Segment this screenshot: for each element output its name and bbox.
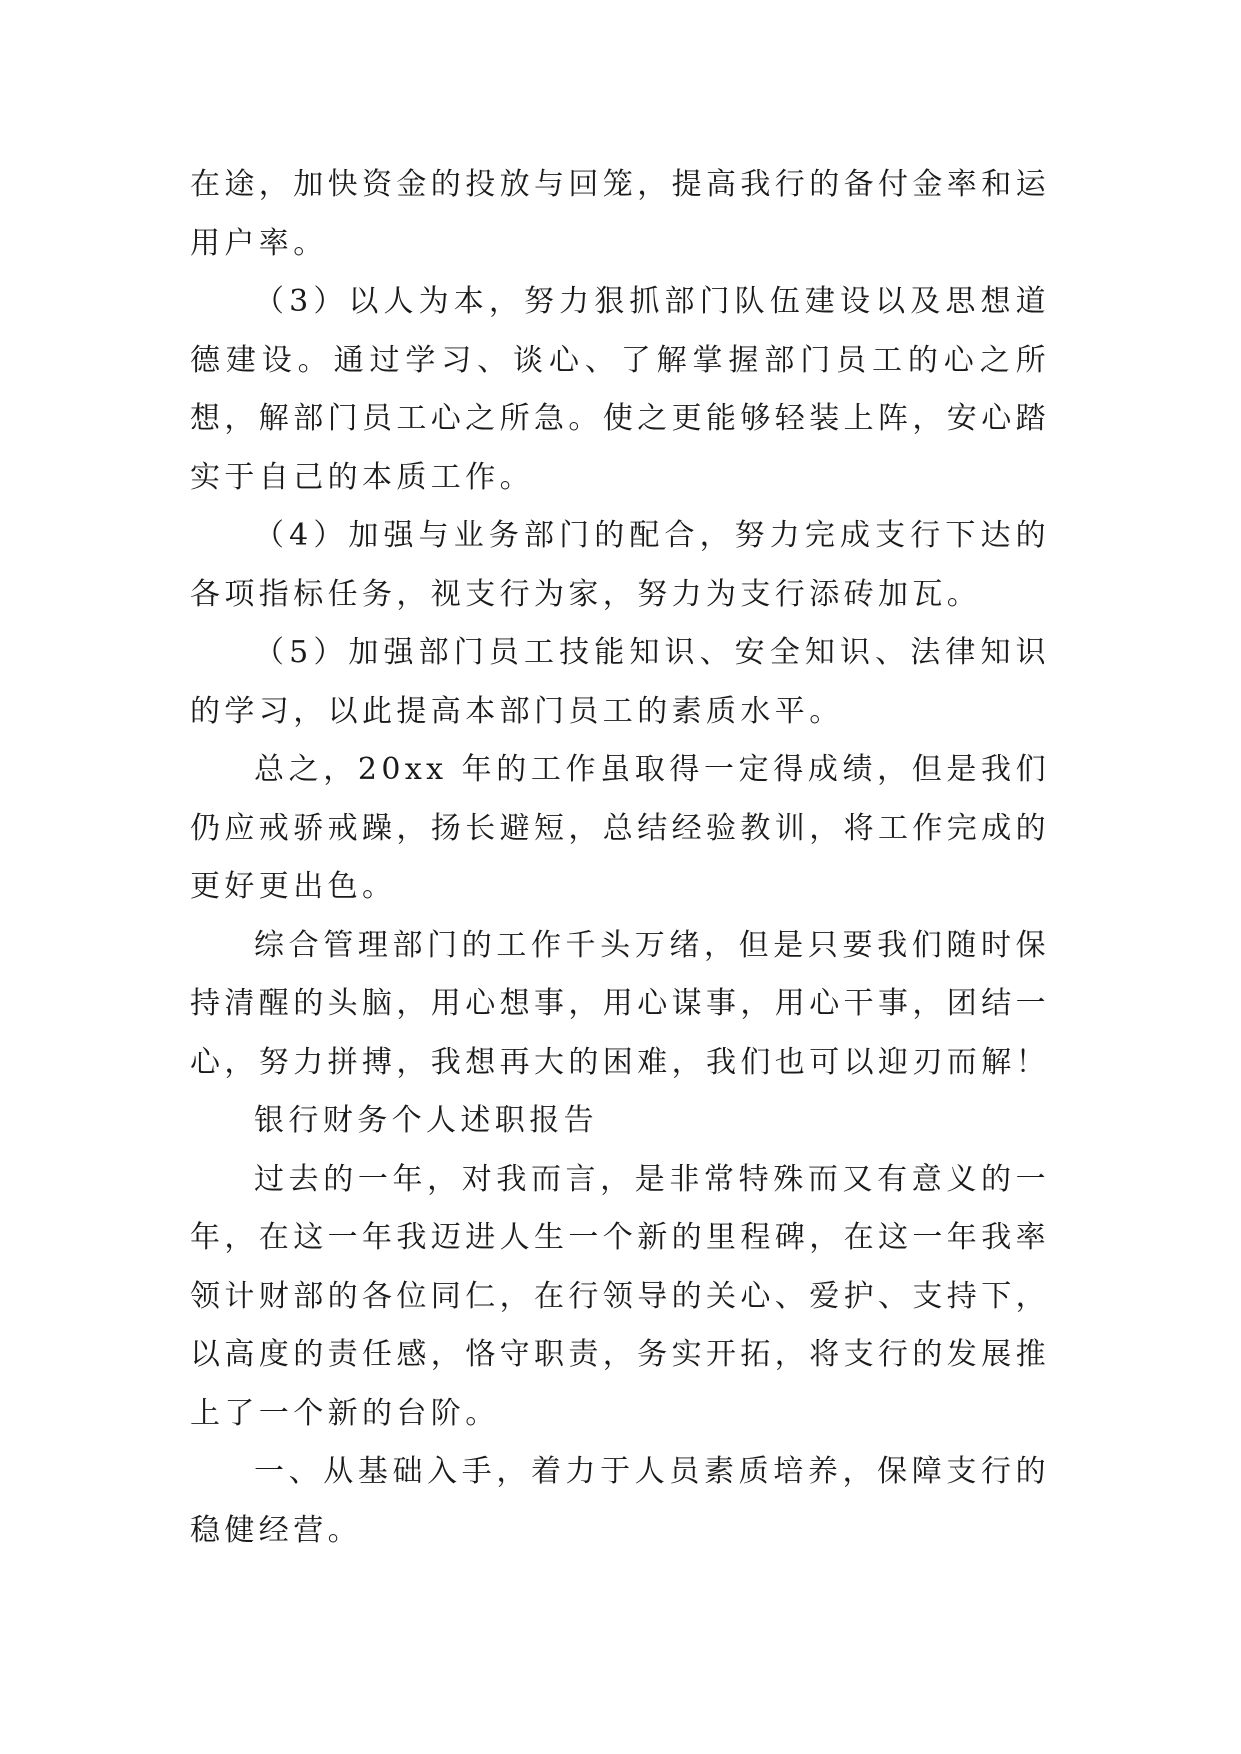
paragraph-conclusion: 综合管理部门的工作千头万绪，但是只要我们随时保持清醒的头脑，用心想事，用心谋事，用心干事，团结一心，努力拼搏，我想再大的困难，我们也可以迎刃而解！ bbox=[190, 927, 1050, 1080]
paragraph-heading-one: 一、从基础入手，着力于人员素质培养，保障支行的稳健经营。 bbox=[190, 1454, 1050, 1548]
document-body bbox=[190, 156, 1050, 1560]
paragraph-item-3: （3）以人为本，努力狠抓部门队伍建设以及思想道德建设。通过学习、谈心、了解掌握部门员工的心之所想，解部门员工心之所急。使之更能够轻装上阵，安心踏实于自己的本质工作。 bbox=[190, 284, 1050, 495]
section-title: 银行财务个人述职报告 bbox=[254, 1103, 598, 1138]
paragraph-report-intro: 过去的一年，对我而言，是非常特殊而又有意义的一年，在这一年我迈进人生一个新的里程碑，在这一年我率领计财部的各位同仁，在行领导的关心、爱护、支持下，以高度的责任感，恪守职责，务实开拓，将支行的发展推上了一个新的台阶。 bbox=[190, 1161, 1050, 1431]
paragraph-item-4: （4）加强与业务部门的配合，努力完成支行下达的各项指标任务，视支行为家，努力为支行添砖加瓦。 bbox=[190, 518, 1050, 612]
paragraph-summary: 总之，20xx 年的工作虽取得一定得成绩，但是我们仍应戒骄戒躁，扬长避短，总结经验教训，将工作完成的更好更出色。 bbox=[190, 752, 1050, 904]
paragraph-item-5: （5）加强部门员工技能知识、安全知识、法律知识的学习，以此提高本部门员工的素质水平。 bbox=[190, 635, 1050, 729]
paragraph-continuation: 在途，加快资金的投放与回笼，提高我行的备付金率和运用户率。 bbox=[190, 167, 1050, 261]
